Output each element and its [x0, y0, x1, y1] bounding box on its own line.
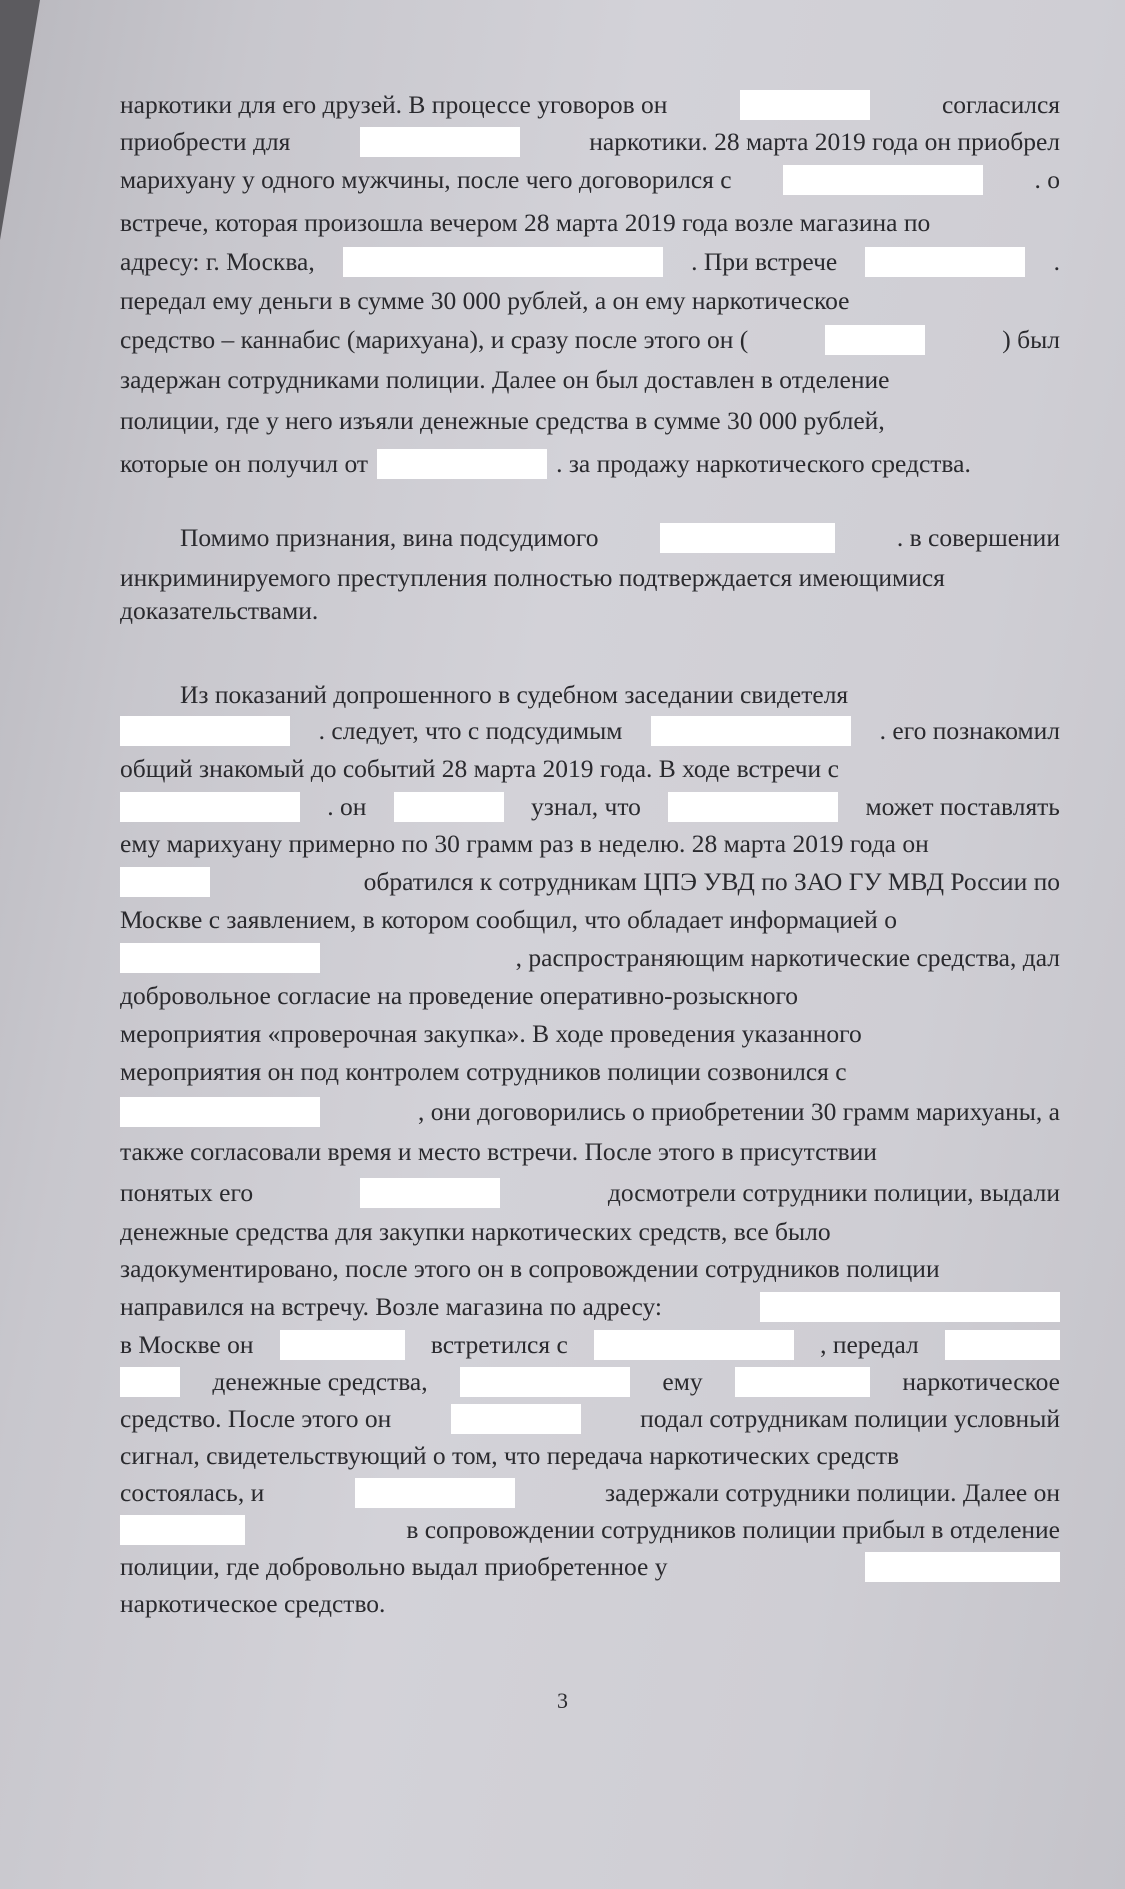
text-line: полиции, где у него изъяли денежные средства в сумме 30 000 рублей,	[120, 406, 885, 435]
redacted-area	[945, 1330, 1060, 1360]
text-line: денежные средства, ему наркотическое	[120, 1364, 1060, 1400]
redacted-area	[594, 1330, 794, 1360]
redacted-area	[120, 1097, 320, 1127]
text-line: сигнал, свидетельствующий о том, что передача наркотических средств	[120, 1441, 900, 1470]
redacted-area	[120, 867, 210, 897]
redacted-area	[865, 1552, 1060, 1582]
redacted-area	[451, 1404, 581, 1434]
text-line: Из показаний допрошенного в судебном заседании свидетеля	[180, 680, 849, 709]
text-line: Помимо признания, вина подсудимого . в совершении	[180, 523, 1060, 552]
text-line: мероприятия «проверочная закупка». В ходе проведения указанного	[120, 1019, 862, 1048]
text-line: направился на встречу. Возле магазина по адресу:	[120, 1289, 1060, 1325]
text-line: Москве с заявлением, в котором сообщил, что обладает информацией о	[120, 905, 897, 934]
text-line: задержан сотрудниками полиции. Далее он был доставлен в отделение	[120, 365, 890, 394]
text-line: марихуану у одного мужчины, после чего договорился с . о	[120, 165, 1060, 194]
redacted-area	[120, 943, 320, 973]
redacted-area	[740, 90, 870, 120]
redacted-area	[735, 1367, 870, 1397]
redacted-area	[760, 1292, 1060, 1322]
redacted-area	[280, 1330, 405, 1360]
text-line: обратился к сотрудникам ЦПЭ УВД по ЗАО ГУ МВД России по	[120, 864, 1060, 900]
redacted-area	[460, 1367, 630, 1397]
text-line: встрече, которая произошла вечером 28 марта 2019 года возле магазина по	[120, 208, 931, 237]
page-number: 3	[557, 1688, 568, 1713]
text-line: в сопровождении сотрудников полиции прибыл в отделение	[120, 1512, 1060, 1548]
text-line: добровольное согласие на проведение оперативно-розыскного	[120, 981, 799, 1010]
text-line: состоялась, и задержали сотрудники полиции. Далее он	[120, 1478, 1060, 1507]
text-line: доказательствами.	[120, 596, 319, 625]
redacted-area	[120, 792, 300, 822]
redacted-area	[343, 247, 663, 277]
text-line: в Москве он встретился с , передал	[120, 1327, 1060, 1363]
text-line: средство. После этого он подал сотрудникам полиции условный	[120, 1404, 1060, 1433]
text-line: мероприятия он под контролем сотрудников полиции созвонился с	[120, 1057, 847, 1086]
redacted-area	[355, 1478, 515, 1508]
redacted-area	[825, 325, 925, 355]
text-line: инкриминируемого преступления полностью подтверждается имеющимися	[120, 563, 945, 592]
text-line: задокументировано, после этого он в сопровождении сотрудников полиции	[120, 1254, 940, 1283]
text-line: наркотики для его друзей. В процессе уговоров он согласился	[120, 90, 1060, 119]
text-line: . следует, что с подсудимым . его познакомил	[120, 713, 1060, 749]
text-line: которые он получил от . за продажу наркотического средства.	[120, 449, 971, 478]
text-line: приобрести для наркотики. 28 марта 2019 года он приобрел	[120, 127, 1060, 156]
text-line: ему марихуану примерно по 30 грамм раз в неделю. 28 марта 2019 года он	[120, 829, 929, 858]
redacted-area	[668, 792, 838, 822]
redacted-area	[865, 247, 1025, 277]
redacted-area	[651, 716, 851, 746]
text-line: . он узнал, что может поставлять	[120, 789, 1060, 825]
text-line: денежные средства для закупки наркотических средств, все было	[120, 1217, 831, 1246]
redacted-area	[394, 792, 504, 822]
redacted-area	[377, 449, 547, 479]
text-line: наркотическое средство.	[120, 1589, 386, 1618]
text-line: средство – каннабис (марихуана), и сразу после этого он ( ) был	[120, 325, 1060, 354]
text-line: адресу: г. Москва, . При встрече .	[120, 247, 1060, 276]
text-line: понятых его досмотрели сотрудники полиции, выдали	[120, 1178, 1060, 1207]
text-line: общий знакомый до событий 28 марта 2019 года. В ходе встречи с	[120, 754, 839, 783]
redacted-area	[120, 716, 290, 746]
redacted-area	[120, 1367, 180, 1397]
text-line: полиции, где добровольно выдал приобретенное у	[120, 1549, 1060, 1585]
redacted-area	[120, 1515, 245, 1545]
text-line: , они договорились о приобретении 30 грамм марихуаны, а	[120, 1094, 1060, 1130]
page-fold-shadow	[0, 0, 40, 240]
text-line: передал ему деньги в сумме 30 000 рублей, а он ему наркотическое	[120, 286, 850, 315]
redacted-area	[360, 1178, 500, 1208]
text-line: , распространяющим наркотические средства, дал	[120, 940, 1060, 976]
redacted-area	[360, 127, 520, 157]
redacted-area	[783, 165, 983, 195]
text-line: также согласовали время и место встречи. После этого в присутствии	[120, 1137, 877, 1166]
redacted-area	[660, 523, 835, 553]
